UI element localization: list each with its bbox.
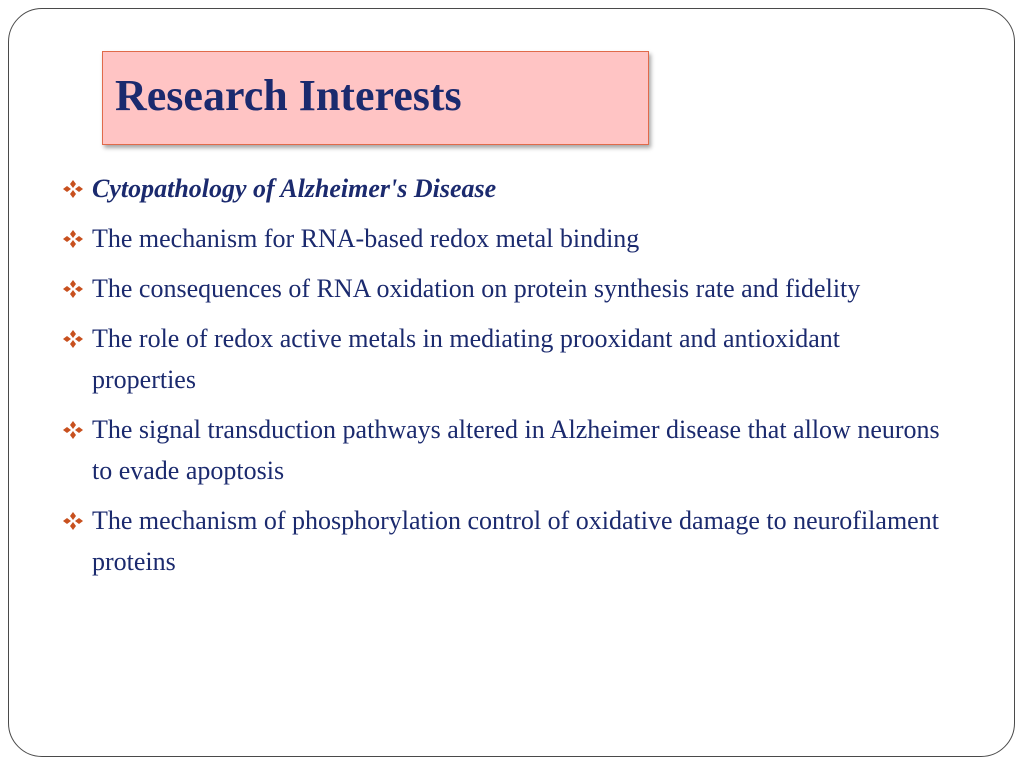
four-diamond-bullet-icon — [62, 279, 84, 299]
bullet-item — [62, 268, 942, 309]
bullet-text: Cytopathology of Alzheimer's Disease — [92, 174, 497, 203]
title-box — [102, 51, 649, 145]
bullet-text: The mechanism for RNA-based redox metal binding — [92, 224, 640, 253]
bullet-list — [62, 168, 942, 591]
bullet-item — [62, 409, 942, 491]
bullet-item — [62, 168, 942, 209]
four-diamond-bullet-icon — [62, 329, 84, 349]
slide-title: Research Interests — [115, 71, 462, 120]
four-diamond-bullet-icon — [62, 179, 84, 199]
bullet-item — [62, 318, 942, 400]
bullet-text: The mechanism of phosphorylation control of oxidative damage to neurofilament proteins — [92, 506, 939, 576]
bullet-text: The consequences of RNA oxidation on protein synthesis rate and fidelity — [92, 274, 861, 303]
four-diamond-bullet-icon — [62, 420, 84, 440]
bullet-text: The signal transduction pathways altered in Alzheimer disease that allow neurons to evade apoptosis — [92, 415, 940, 485]
bullet-item — [62, 218, 942, 259]
bullet-text: The role of redox active metals in mediating prooxidant and antioxidant properties — [92, 324, 840, 394]
four-diamond-bullet-icon — [62, 511, 84, 531]
four-diamond-bullet-icon — [62, 229, 84, 249]
bullet-item — [62, 500, 942, 582]
